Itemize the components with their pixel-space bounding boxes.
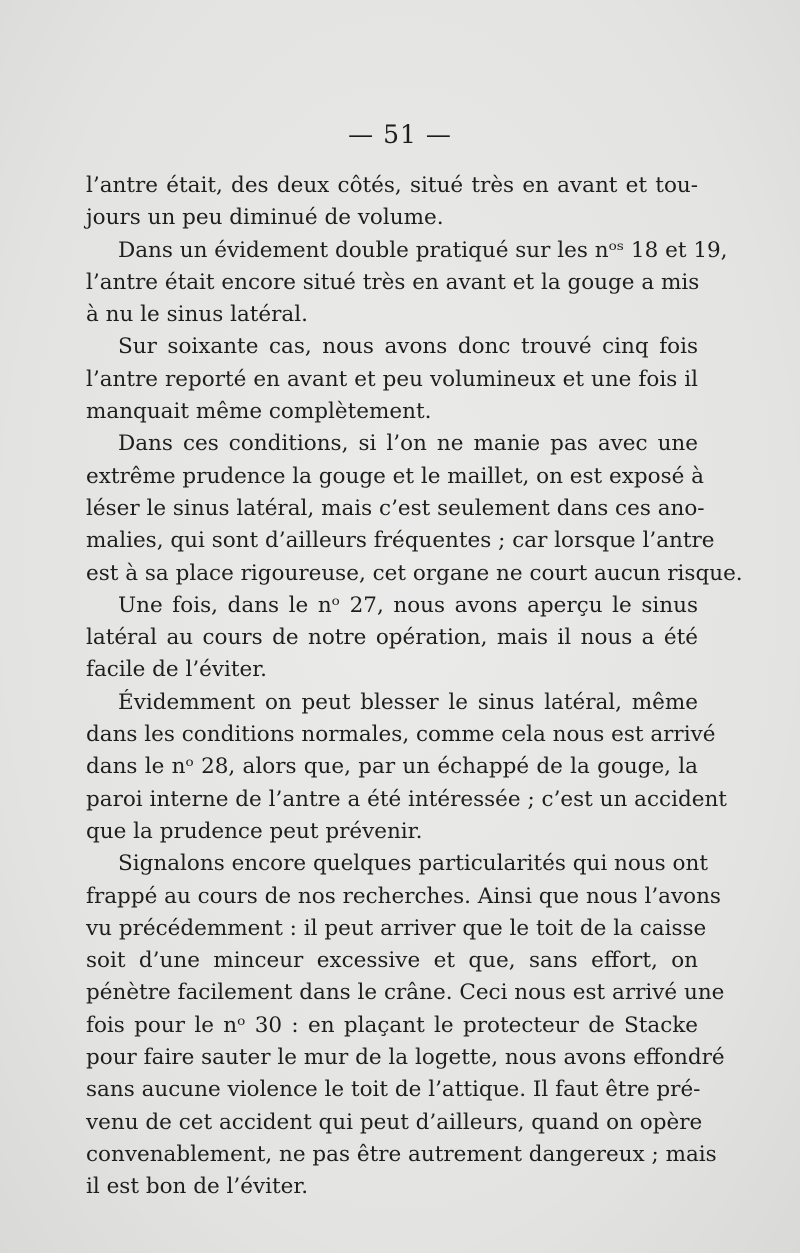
paragraph xyxy=(86,331,698,428)
text-line: malies, qui sont d’ailleurs fréquentes ; car lorsque l’antre xyxy=(86,528,715,554)
text-line: facile de l’éviter. xyxy=(86,657,268,683)
text-line: paroi interne de l’antre a été intéressée ; c’est un accident xyxy=(86,786,727,812)
text-line: il est bon de l’éviter. xyxy=(86,1174,309,1200)
text-line: convenablement, ne pas être autrement dangereux ; mais xyxy=(86,1141,717,1167)
text-line: Dans ces conditions, si l’on ne manie pas avec une xyxy=(118,431,698,457)
text-line: frappé au cours de nos recherches. Ainsi que nous l’avons xyxy=(86,883,721,909)
text-line: que la prudence peut prévenir. xyxy=(86,818,423,844)
paragraph xyxy=(86,170,698,235)
text-line: dans le nᵒ 28, alors que, par un échappé de la gouge, la xyxy=(86,754,698,780)
text-line: sans aucune violence le toit de l’attique. Il faut être pré- xyxy=(86,1077,701,1103)
text-line: fois pour le nᵒ 30 : en plaçant le protecteur de Stacke xyxy=(86,1012,698,1038)
text-line: à nu le sinus latéral. xyxy=(86,302,308,328)
text-line: léser le sinus latéral, mais c’est seulement dans ces ano- xyxy=(86,495,705,521)
text-line: pour faire sauter le mur de la logette, nous avons effondré xyxy=(86,1045,725,1071)
paragraph xyxy=(86,687,727,848)
text-line: Sur soixante cas, nous avons donc trouvé cinq fois xyxy=(118,334,698,360)
text-line: est à sa place rigoureuse, cet organe ne court aucun risque. xyxy=(86,560,743,586)
text-line: latéral au cours de notre opération, mais il nous a été xyxy=(86,625,698,651)
text-line: pénètre facilement dans le crâne. Ceci nous est arrivé une xyxy=(86,980,725,1006)
text-line: Dans un évidement double pratiqué sur les nᵒˢ 18 et 19, xyxy=(118,237,728,263)
text-line: Signalons encore quelques particularités qui nous ont xyxy=(118,851,708,877)
body-text xyxy=(86,170,743,1204)
text-line: dans les conditions normales, comme cela nous est arrivé xyxy=(86,722,716,748)
text-line: vu précédemment : il peut arriver que le toit de la caisse xyxy=(86,915,707,941)
text-line: manquait même complètement. xyxy=(86,399,432,425)
text-line: l’antre était encore situé très en avant et la gouge a mis xyxy=(86,269,700,295)
text-line: jours un peu diminué de volume. xyxy=(86,205,444,231)
text-line: Évidemment on peut blesser le sinus latéral, même xyxy=(118,689,698,715)
page-number: — 51 — xyxy=(348,120,452,149)
paragraph xyxy=(86,848,725,1203)
paragraph xyxy=(86,428,743,589)
text-line: Une fois, dans le nᵒ 27, nous avons aperçu le sinus xyxy=(118,592,698,618)
paragraph xyxy=(86,590,698,687)
text-line: l’antre reporté en avant et peu volumineux et une fois il xyxy=(86,366,698,392)
paragraph xyxy=(86,235,728,332)
text-line: venu de cet accident qui peut d’ailleurs, quand on opère xyxy=(86,1109,703,1135)
text-line: soit d’une minceur excessive et que, sans effort, on xyxy=(86,948,698,974)
text-line: l’antre était, des deux côtés, situé très en avant et tou- xyxy=(86,173,698,198)
text-line: extrême prudence la gouge et le maillet, on est exposé à xyxy=(86,463,704,489)
